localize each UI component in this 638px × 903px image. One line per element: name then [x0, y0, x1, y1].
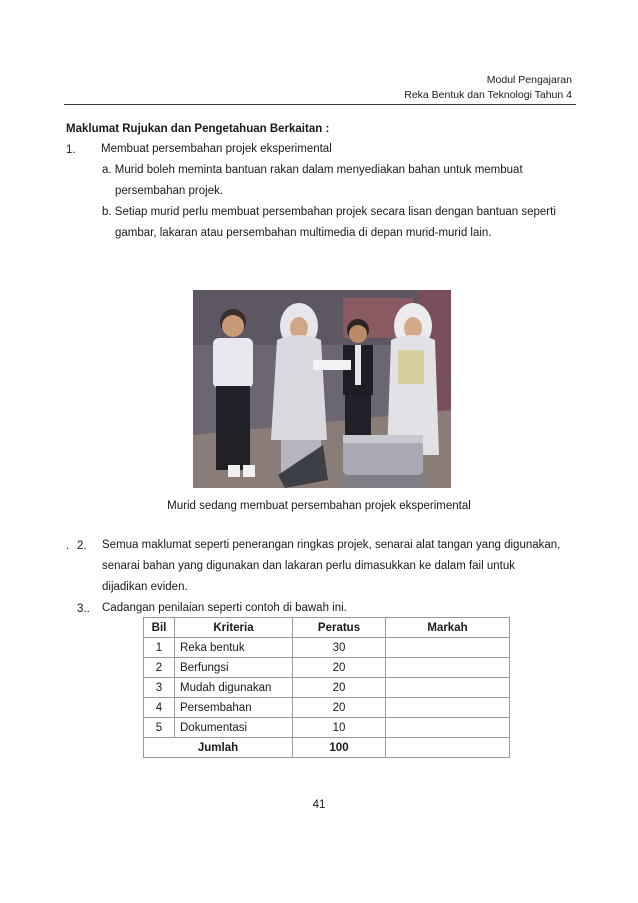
item1-b-line2: gambar, lakaran atau persembahan multimedia di depan murid-murid lain.	[115, 227, 492, 239]
item1-text: Membuat persembahan projek eksperimental	[101, 143, 332, 155]
total-value: 100	[293, 738, 386, 758]
cell-bil: 3	[144, 678, 175, 698]
item1-a-line2: persembahan projek.	[115, 185, 224, 197]
item1-a-line1: a. Murid boleh meminta bantuan rakan dalam menyediakan bahan untuk membuat	[102, 164, 523, 176]
table-row	[144, 718, 510, 738]
item3-text: Cadangan penilaian seperti contoh di bawah ini.	[102, 602, 347, 614]
table-row	[144, 658, 510, 678]
cell-kriteria: Berfungsi	[175, 658, 293, 678]
photo-caption: Murid sedang membuat persembahan projek eksperimental	[167, 500, 471, 512]
table-total-row	[144, 738, 510, 758]
cell-markah	[386, 638, 510, 658]
item1-number: 1.	[66, 144, 76, 156]
header-bil: Bil	[144, 618, 175, 638]
total-markah	[386, 738, 510, 758]
item2-prefix: .	[66, 540, 70, 552]
cell-markah	[386, 718, 510, 738]
item2-line1: Semua maklumat seperti penerangan ringkas projek, senarai alat tangan yang digunakan,	[102, 539, 561, 551]
item2-line3: dijadikan eviden.	[102, 581, 188, 593]
cell-peratus: 30	[293, 638, 386, 658]
cell-peratus: 20	[293, 698, 386, 718]
item2-number: 2.	[77, 540, 87, 552]
cell-peratus: 10	[293, 718, 386, 738]
header-subject-title: Reka Bentuk dan Teknologi Tahun 4	[404, 89, 572, 101]
cell-markah	[386, 658, 510, 678]
table-row	[144, 678, 510, 698]
header-kriteria: Kriteria	[175, 618, 293, 638]
header-module-title: Modul Pengajaran	[486, 74, 572, 86]
page-header	[404, 73, 572, 103]
item1-b-line1: b. Setiap murid perlu membuat persembahan projek secara lisan dengan bantuan seperti	[102, 206, 556, 218]
table-row	[144, 638, 510, 658]
page-number: 41	[312, 799, 326, 811]
section-title: Maklumat Rujukan dan Pengetahuan Berkaitan :	[66, 123, 330, 135]
cell-peratus: 20	[293, 678, 386, 698]
cell-markah	[386, 678, 510, 698]
cell-kriteria: Reka bentuk	[175, 638, 293, 658]
assessment-table	[143, 617, 510, 758]
presentation-photo	[193, 290, 451, 488]
cell-bil: 1	[144, 638, 175, 658]
header-markah: Markah	[386, 618, 510, 638]
cell-kriteria: Persembahan	[175, 698, 293, 718]
cell-kriteria: Mudah digunakan	[175, 678, 293, 698]
cell-bil: 5	[144, 718, 175, 738]
cell-bil: 4	[144, 698, 175, 718]
cell-kriteria: Dokumentasi	[175, 718, 293, 738]
total-label: Jumlah	[144, 738, 293, 758]
header-divider	[64, 104, 576, 105]
table-row	[144, 698, 510, 718]
table-header-row	[144, 618, 510, 638]
header-peratus: Peratus	[293, 618, 386, 638]
cell-markah	[386, 698, 510, 718]
photo-illustration	[193, 290, 451, 488]
item3-number: 3..	[77, 603, 90, 615]
item2-line2: senarai bahan yang digunakan dan lakaran perlu dimasukkan ke dalam fail untuk	[102, 560, 515, 572]
cell-bil: 2	[144, 658, 175, 678]
cell-peratus: 20	[293, 658, 386, 678]
